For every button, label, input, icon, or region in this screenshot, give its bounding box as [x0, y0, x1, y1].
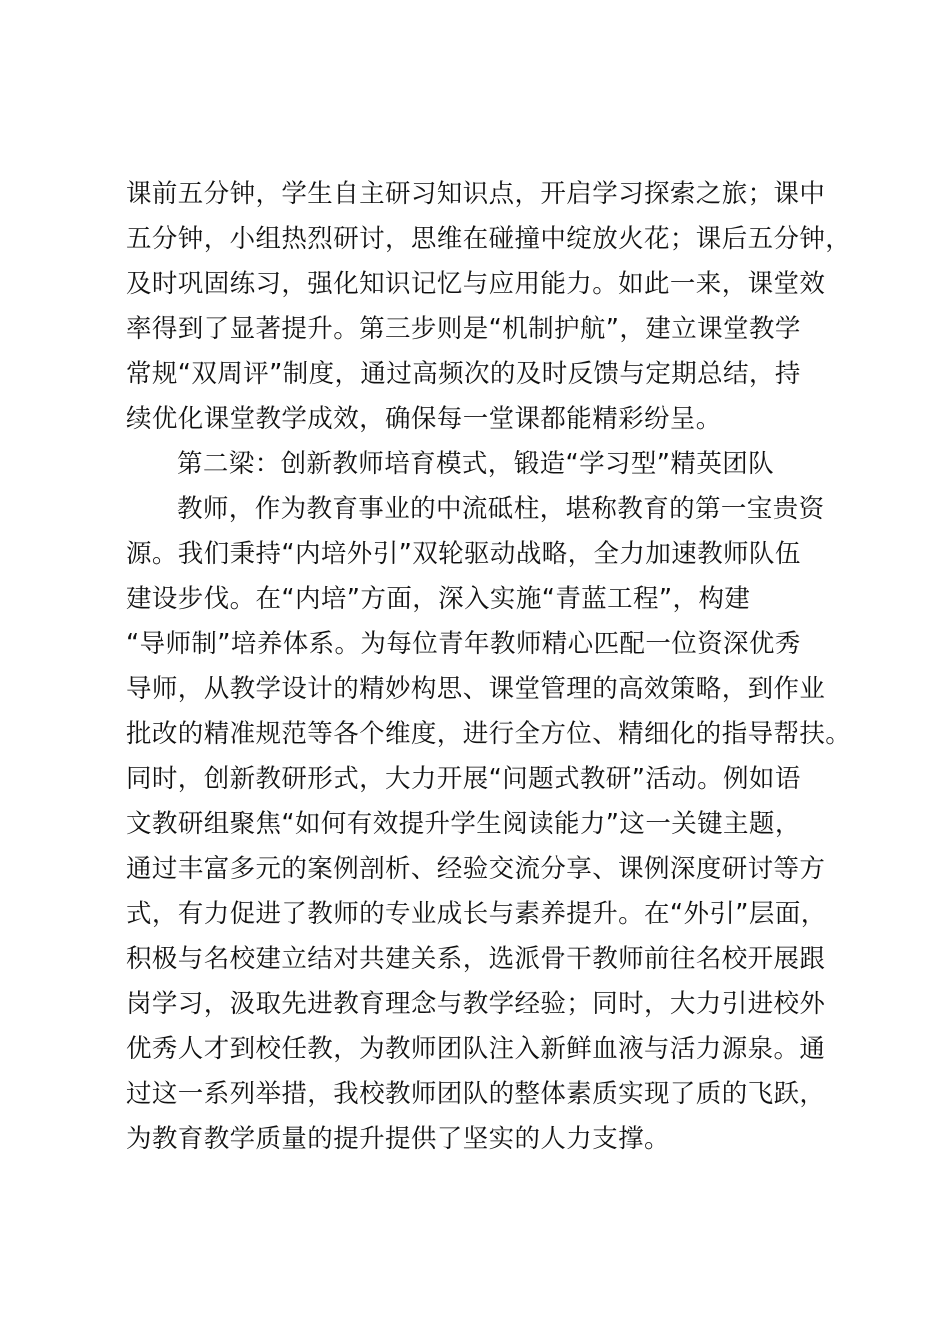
text-line: 及时巩固练习，强化知识记忆与应用能力。如此一来，课堂效 [126, 269, 826, 299]
text-line: 课前五分钟，学生自主研习知识点，开启学习探索之旅；课中 [126, 179, 826, 209]
text-line: 建设步伐。在“内培”方面，深入实施“青蓝工程”，构建 [126, 584, 751, 614]
text-line: 岗学习，汲取先进教育理念与教学经验；同时，大力引进校外 [126, 989, 826, 1019]
text-line: 导师，从教学设计的精妙构思、课堂管理的高效策略，到作业 [126, 674, 826, 704]
text-line: 续优化课堂教学成效，确保每一堂课都能精彩纷呈。 [126, 404, 722, 434]
section-heading: 第二梁：创新教师培育模式，锻造“学习型”精英团队 [177, 449, 775, 479]
text-line: 率得到了显著提升。第三步则是“机制护航”，建立课堂教学 [126, 314, 801, 344]
text-line: 为教育教学质量的提升提供了坚实的人力支撑。 [126, 1124, 670, 1154]
text-line: 优秀人才到校任教，为教师团队注入新鲜血液与活力源泉。通 [126, 1034, 826, 1064]
text-line: 通过丰富多元的案例剖析、经验交流分享、课例深度研讨等方 [126, 854, 826, 884]
text-line: 积极与名校建立结对共建关系，选派骨干教师前往名校开展跟 [126, 944, 826, 974]
text-line: 式，有力促进了教师的专业成长与素养提升。在“外引”层面， [126, 899, 827, 929]
text-line: 同时，创新教研形式，大力开展“问题式教研”活动。例如语 [126, 764, 801, 794]
text-line: 文教研组聚焦“如何有效提升学生阅读能力”这一关键主题， [126, 809, 801, 839]
text-line: 常规“双周评”制度，通过高频次的及时反馈与定期总结，持 [126, 359, 801, 389]
text-line: 源。我们秉持“内培外引”双轮驱动战略，全力加速教师队伍 [126, 539, 801, 569]
text-line: “导师制”培养体系。为每位青年教师精心匹配一位资深优秀 [126, 629, 801, 659]
text-line: 五分钟，小组热烈研讨，思维在碰撞中绽放火花；课后五分钟， [126, 224, 852, 254]
text-line: 批改的精准规范等各个维度，进行全方位、精细化的指导帮扶。 [126, 719, 852, 749]
text-line: 教师，作为教育事业的中流砥柱，堪称教育的第一宝贵资 [177, 494, 825, 524]
text-line: 过这一系列举措，我校教师团队的整体素质实现了质的飞跃， [126, 1079, 826, 1109]
